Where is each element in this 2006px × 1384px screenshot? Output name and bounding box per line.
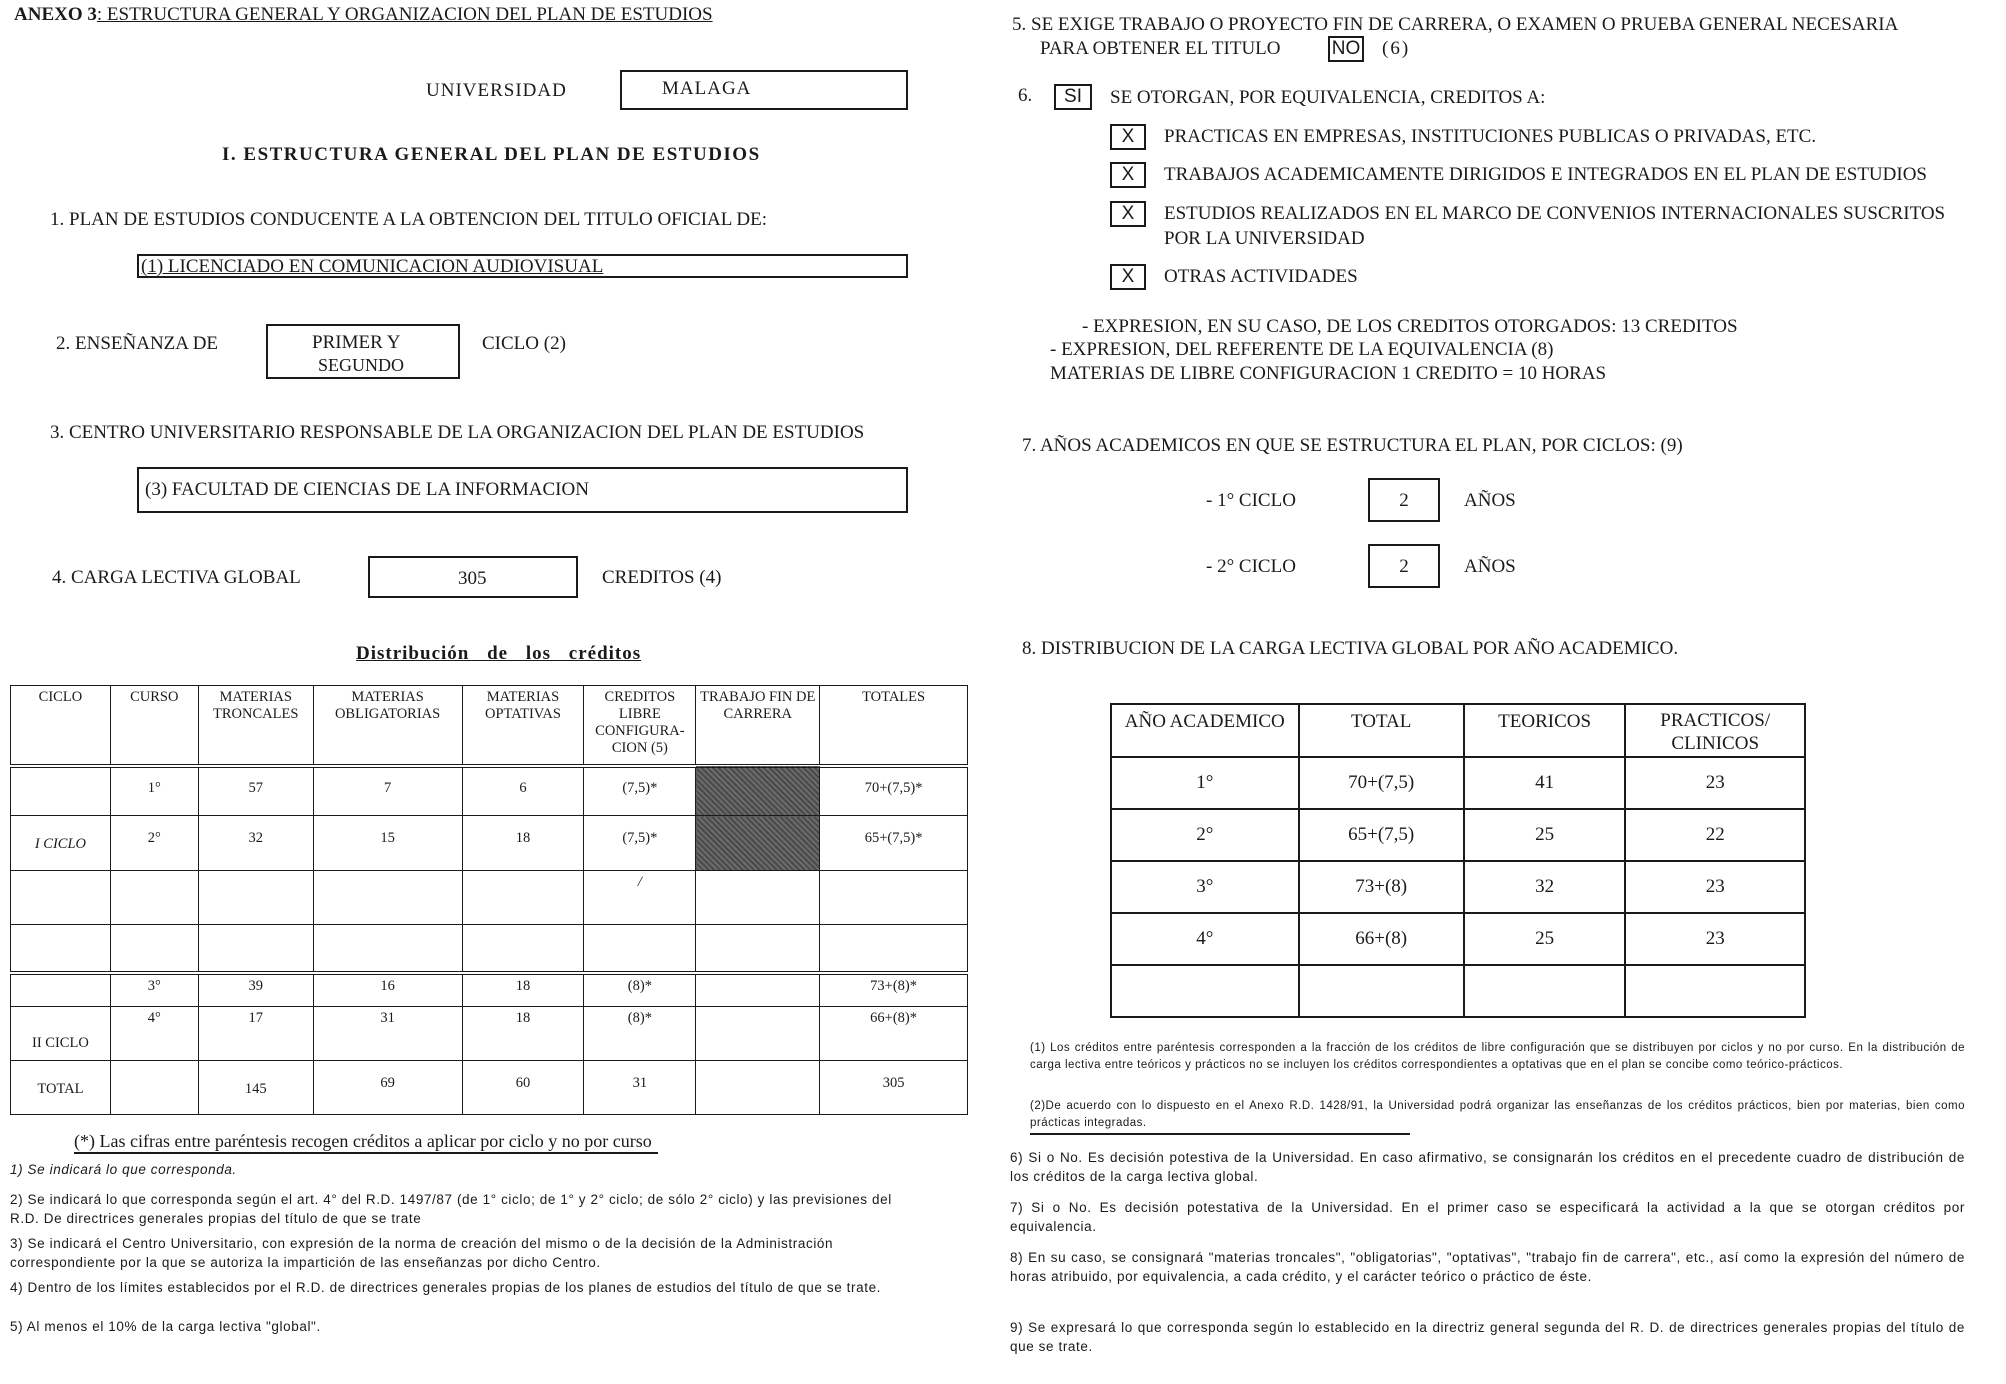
q1-label: 1. PLAN DE ESTUDIOS CONDUCENTE A LA OBTENCION DEL TITULO OFICIAL DE: — [50, 209, 768, 230]
q5-value-box: NO — [1328, 36, 1364, 62]
q6-item-practicas: PRACTICAS EN EMPRESAS, INSTITUCIONES PUBLICAS O PRIVADAS, ETC. — [1164, 126, 1817, 147]
dist-header-curso: CURSO — [110, 686, 198, 766]
dist-title: Distribución de los créditos — [356, 643, 642, 664]
table-row: TOTAL 145 69 60 31 305 — [11, 1061, 968, 1115]
left-note-4: 4) Dentro de los límites establecidos por el R.D. de directrices generales propias de los planes de estudios del título de que se trate. — [10, 1280, 882, 1295]
table-row: 3° 39 16 18 (8)* 73+(8)* — [11, 973, 968, 1007]
table-row: 1° 57 7 6 (7,5)* 70+(7,5)* — [11, 766, 968, 816]
q2-box — [266, 324, 460, 379]
left-note-3: 3) Se indicará el Centro Universitario, con expresión de la norma de creación del mismo o de la decisión de la Administración correspondiente por la que se autoriza la impartición de las enseñanzas por dicho Centro. — [10, 1236, 834, 1270]
shaded-cell — [696, 816, 820, 871]
annex-prefix: ANEXO 3 — [14, 4, 97, 25]
anio-header-teoricos: TEORICOS — [1464, 704, 1626, 757]
dist-header-ciclo: CICLO — [11, 686, 111, 766]
left-note-5: 5) Al menos el 10% de la carga lectiva "global". — [10, 1319, 321, 1334]
q1-value: (1) LICENCIADO EN COMUNICACION AUDIOVISUAL — [141, 256, 604, 277]
q6-item-estudios: ESTUDIOS REALIZADOS EN EL MARCO DE CONVENIOS INTERNACIONALES SUSCRITOS — [1164, 203, 1946, 224]
table-row: / — [11, 871, 968, 925]
q7-label: 7. AÑOS ACADEMICOS EN QUE SE ESTRUCTURA EL PLAN, POR CICLOS: (9) — [1022, 435, 1683, 456]
small-note-2: (2)De acuerdo con lo dispuesto en el Anexo R.D. 1428/91, la Universidad podrá organizar las enseñanzas de los créditos prácticos, bien por materias, bien como prácticas integradas. — [1030, 1100, 1965, 1129]
q4-value: 305 — [458, 568, 487, 589]
q7-c1-label: - 1° CICLO — [1206, 490, 1296, 511]
small-note-1: (1) Los créditos entre paréntesis corresponden a la fracción de los créditos de libre configuración que se distribuyen por ciclos y no por curso. En la distribución de carga lectiva entre teóricos y prácticos no se incluyen los créditos correspondientes a optativas que en el plan se concibe como teórico-prácticos. — [1030, 1042, 1965, 1071]
q6-checkbox-otras: X — [1110, 264, 1146, 290]
right-note-6: 6) Si o No. Es decisión potestiva de la Universidad. En caso afirmativo, se consignarán los créditos en el precedente cuadro de distribución de los créditos de la carga lectiva global. — [1010, 1150, 1965, 1184]
q6-checkbox-trabajos: X — [1110, 162, 1146, 188]
table-row: 4° 66+(8) 25 23 — [1111, 913, 1805, 965]
shaded-cell — [696, 766, 820, 816]
q7-c2-label: - 2° CICLO — [1206, 556, 1296, 577]
table-row — [11, 925, 968, 973]
university-box — [620, 70, 908, 110]
right-note-7: 7) Si o No. Es decisión potestativa de la Universidad. En el primer caso se especificará la actividad a la que se otorgan créditos por equivalencia. — [1010, 1200, 1965, 1234]
annex-heading — [14, 4, 713, 26]
academic-year-table — [1110, 703, 1806, 1018]
distribution-table — [10, 685, 968, 1115]
dist-header-obligatorias: MATERIAS OBLIGATORIAS — [313, 686, 462, 766]
annex-title: : ESTRUCTURA GENERAL Y ORGANIZACION DEL PLAN DE ESTUDIOS — [96, 4, 713, 25]
q7-c1-box — [1368, 478, 1440, 522]
q4-box — [368, 556, 578, 598]
table-row: 3° 73+(8) 32 23 — [1111, 861, 1805, 913]
q6-checkbox-estudios: X — [1110, 201, 1146, 227]
q5-suffix: (6) — [1382, 38, 1411, 59]
q7-c2-box — [1368, 544, 1440, 588]
q7-c2-value: 2 — [1399, 556, 1409, 577]
q2-value-line1: PRIMER Y — [312, 332, 401, 353]
q1-box — [137, 254, 908, 278]
q6-label: SE OTORGAN, POR EQUIVALENCIA, CREDITOS A: — [1110, 87, 1546, 108]
q6-value-box: SI — [1054, 84, 1092, 110]
university-label: UNIVERSIDAD — [426, 80, 567, 101]
q3-value: (3) FACULTAD DE CIENCIAS DE LA INFORMACION — [145, 479, 589, 500]
left-note-2: 2) Se indicará lo que corresponda según el art. 4° del R.D. 1497/87 (de 1° ciclo; de 1° y 2° ciclo; de sólo 2° ciclo) y las previsiones del R.D. De directrices generales propias del título de que se trate — [10, 1192, 892, 1226]
q3-label: 3. CENTRO UNIVERSITARIO RESPONSABLE DE LA ORGANIZACION DEL PLAN DE ESTUDIOS — [50, 422, 865, 443]
table-row: 1° 70+(7,5) 41 23 — [1111, 757, 1805, 809]
q6-item-estudios-line2: POR LA UNIVERSIDAD — [1164, 228, 1365, 249]
q2-label: 2. ENSEÑANZA DE — [56, 333, 219, 354]
q7-c1-unit: AÑOS — [1464, 490, 1516, 511]
anio-header-practicos: PRACTICOS/ CLINICOS — [1625, 704, 1805, 757]
q5-line1: 5. SE EXIGE TRABAJO O PROYECTO FIN DE CARRERA, O EXAMEN O PRUEBA GENERAL NECESARIA — [1012, 14, 1899, 35]
small-note-divider — [1030, 1133, 1410, 1135]
dist-header-trabajo: TRABAJO FIN DE CARRERA — [696, 686, 820, 766]
q6-number: 6. — [1018, 85, 1033, 106]
table-row: I CICLO 2° 32 15 18 (7,5)* 65+(7,5)* — [11, 816, 968, 871]
anio-header-total: TOTAL — [1299, 704, 1464, 757]
footnote-star: (*) Las cifras entre paréntesis recogen créditos a aplicar por ciclo y no por curso — [74, 1131, 658, 1154]
credits-line1: - EXPRESION, EN SU CASO, DE LOS CREDITOS OTORGADOS: 13 CREDITOS — [1082, 316, 1738, 337]
table-row — [1111, 965, 1805, 1017]
dist-header-row — [11, 686, 968, 766]
q5-line2: PARA OBTENER EL TITULO — [1040, 38, 1281, 59]
dist-header-totales: TOTALES — [820, 686, 968, 766]
credits-line2: - EXPRESION, DEL REFERENTE DE LA EQUIVALENCIA (8) — [1050, 339, 1554, 360]
q2-suffix: CICLO (2) — [482, 333, 566, 354]
q6-checkbox-practicas: X — [1110, 124, 1146, 150]
right-note-9: 9) Se expresará lo que corresponda según lo establecido en la directriz general segunda del R. D. de directrices generales propias del título de que se trate. — [1010, 1320, 1965, 1354]
q4-label: 4. CARGA LECTIVA GLOBAL — [52, 567, 301, 588]
q3-box — [137, 467, 908, 513]
anio-header-year: AÑO ACADEMICO — [1111, 704, 1299, 757]
right-note-8: 8) En su caso, se consignará "materias troncales", "obligatorias", "optativas", "trabajo fin de carrera", etc., así como la expresión del número de horas atribuido, por equivalencia, a cada crédito, y el carácter teórico o práctico de éste. — [1010, 1250, 1965, 1284]
table-row: II CICLO 4° 17 31 18 (8)* 66+(8)* — [11, 1007, 968, 1061]
q6-item-otras: OTRAS ACTIVIDADES — [1164, 266, 1358, 287]
dist-header-optativas: MATERIAS OPTATIVAS — [462, 686, 584, 766]
credits-line3: MATERIAS DE LIBRE CONFIGURACION 1 CREDITO = 10 HORAS — [1050, 363, 1607, 384]
q6-item-trabajos: TRABAJOS ACADEMICAMENTE DIRIGIDOS E INTEGRADOS EN EL PLAN DE ESTUDIOS — [1164, 164, 1927, 185]
q7-c1-value: 2 — [1399, 490, 1409, 511]
section-title: I. ESTRUCTURA GENERAL DEL PLAN DE ESTUDIOS — [222, 144, 761, 165]
table-row: 2° 65+(7,5) 25 22 — [1111, 809, 1805, 861]
q2-value-line2: SEGUNDO — [318, 355, 405, 375]
dist-header-libre: CREDITOS LIBRE CONFIGURA-CION (5) — [584, 686, 696, 766]
anio-header-row — [1111, 704, 1805, 757]
q8-label: 8. DISTRIBUCION DE LA CARGA LECTIVA GLOBAL POR AÑO ACADEMICO. — [1022, 638, 1679, 659]
left-note-1: 1) Se indicará lo que corresponda. — [10, 1162, 237, 1177]
q7-c2-unit: AÑOS — [1464, 556, 1516, 577]
dist-header-troncales: MATERIAS TRONCALES — [198, 686, 313, 766]
university-value: MALAGA — [662, 78, 752, 99]
q4-suffix: CREDITOS (4) — [602, 567, 722, 588]
